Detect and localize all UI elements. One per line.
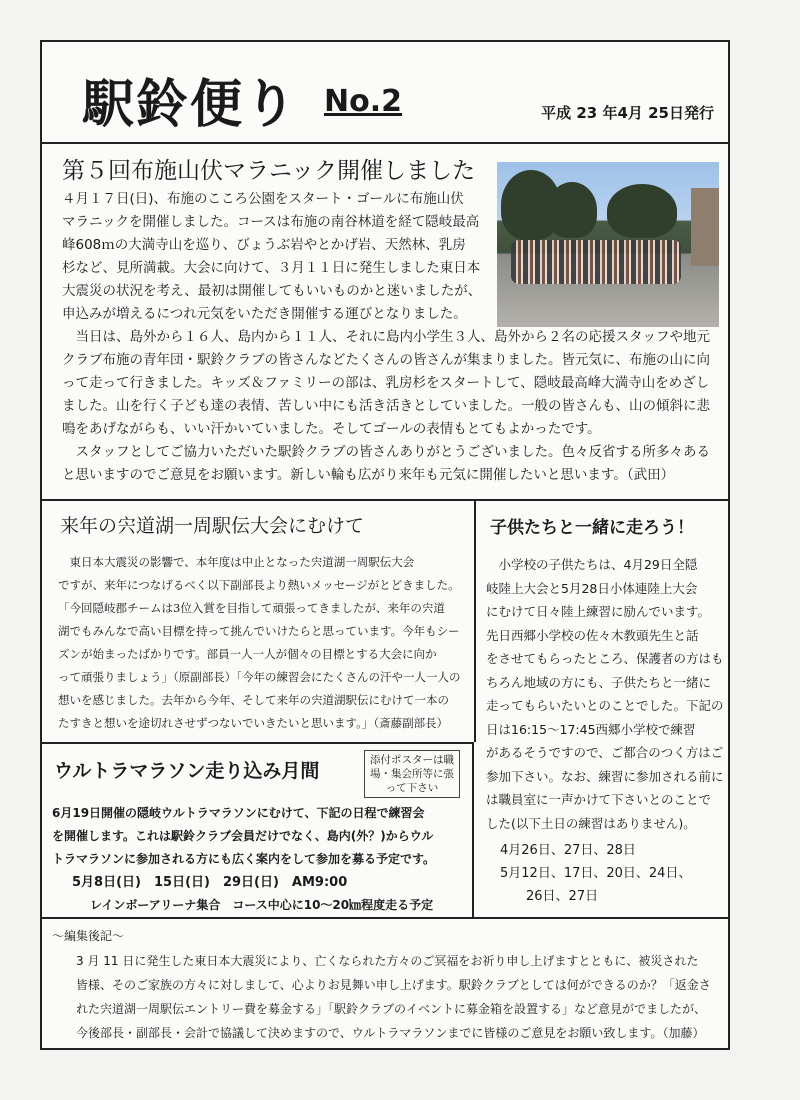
- kids-line: にむけて日々陸上練習に励んでいます。: [486, 604, 711, 619]
- ultra-body: [52, 802, 467, 871]
- kids-line: 小学校の子供たちは、4月29日全隠: [486, 557, 698, 572]
- ultra-section: [42, 742, 474, 917]
- photo-tree: [607, 184, 677, 238]
- marathon-line: 当日は、島外から１６人、島内から１１人、それに島内小学生３人、島外から２名の応援スタッフや地元: [62, 329, 710, 345]
- event-group-photo: [497, 162, 719, 327]
- kids-date-line: 26日、27日: [500, 889, 599, 904]
- editorial-line: 今後部長・副部長・会計で協議して決めますので、ウルトラマラソンまでに皆様のご意見をお願い致します。（加藤）: [76, 1026, 705, 1040]
- ultra-heading: ウルトラマラソン走り込み月間: [54, 760, 320, 782]
- editorial-body: [52, 949, 720, 1045]
- marathon-section: [42, 144, 728, 501]
- kids-line: 走ってもらいたいとのことでした。下記の: [486, 698, 724, 713]
- marathon-line: 杉など、見所満載。大会に向けて、３月１１日に発生しました東日本: [62, 260, 481, 276]
- kids-dates: [500, 839, 691, 908]
- kids-line: があるそうですので、ご都合のつく方はご: [486, 745, 724, 760]
- issue-date: 平成 23 年4月 25日発行: [541, 104, 714, 122]
- marathon-line: 峰608ｍの大満寺山を巡り、びょうぶ岩やとかげ岩、天然林、乳房: [62, 237, 466, 253]
- kids-line: をさせてもらったところ、保護者の方はも: [486, 651, 724, 666]
- marathon-line: 大震災の状況を考え、最初は開催してもいいものかと迷いましたが、: [62, 283, 482, 299]
- kids-line: 参加下さい。なお、練習に参加される前に: [486, 768, 724, 784]
- marathon-line: 申込みが増えるにつれ元気をいただき開催する運びとなりました。: [62, 306, 467, 322]
- kids-line: ちろん地域の方にも、子供たちと一緒に: [486, 674, 712, 690]
- editorial-line: れた宍道湖一周駅伝エントリー費を募金する」「駅鈴クラブのイベントに募金箱を設置する」など意見がでましたが、: [76, 1002, 707, 1016]
- kids-section: [476, 499, 728, 917]
- ekiden-line: 東日本大震災の影響で、本年度は中止となった宍道湖一周駅伝大会: [58, 555, 415, 569]
- kids-body: [486, 553, 724, 835]
- kids-line: 岐陸上大会と5月28日小体連陸上大会: [486, 580, 698, 596]
- marathon-line: って走って行きました。キッズ＆ファミリーの部は、乳房杉をスタートして、隠岐最高峰大満寺山をめざし: [62, 375, 710, 391]
- issue-number: No.2: [324, 84, 402, 119]
- kids-line: した(以下土日の練習はありません)。: [486, 815, 696, 831]
- ekiden-line: 「今回隠岐郡チームは3位入賞を目指して頑張ってきましたが、来年の宍道: [58, 601, 445, 615]
- ultra-schedule-detail: レインボーアリーナ集合 コース中心に10～20㎞程度走る予定: [90, 898, 434, 912]
- newsletter-title: 駅鈴便り: [82, 75, 299, 135]
- editorial-section: [42, 917, 728, 1050]
- kids-line: 先日西郷小学校の佐々木教頭先生と話: [486, 627, 699, 643]
- marathon-line: 鳴をあげながらも、いい汗かいていました。そしてゴールの表情もとてもよかったです。: [62, 421, 601, 437]
- marathon-line: スタッフとしてご協力いただいた駅鈴クラブの皆さんありがとうございました。色々反省する所多々ある: [62, 444, 710, 460]
- poster-note: 添付ポスターは職場・集会所等に張って下さい: [364, 750, 460, 798]
- kids-date-line: 4月26日、27日、28日: [500, 843, 636, 858]
- kids-line: は職員室に一声かけて下さいとのことで: [486, 792, 712, 807]
- marathon-line: マラニックを開催しました。コースは布施の南谷林道を経て隠岐最高: [62, 214, 480, 230]
- ekiden-heading: 来年の宍道湖一周駅伝大会にむけて: [60, 515, 365, 537]
- marathon-line: クラブ布施の青年団・駅鈴クラブの皆さんなどたくさんの皆さんが集まりました。皆元気に、布施の山に向: [62, 352, 710, 368]
- photo-crowd: [511, 240, 681, 284]
- marathon-line: ４月１７日(日)、布施のこころ公園をスタート・ゴールに布施山伏: [62, 191, 464, 207]
- photo-building: [691, 188, 719, 266]
- kids-line: 日は16:15～17:45西郷小学校で練習: [486, 721, 696, 737]
- ekiden-line: ですが、来年につなげるべく以下副部長より熱いメッセージがとどきました。: [58, 578, 460, 592]
- ultra-line: を開催します。これは駅鈴クラブ会員だけでなく、島内(外？)からウル: [52, 829, 434, 843]
- ultra-schedule: 5月8日(日) 15日(日) 29日(日) AM9:00: [72, 875, 348, 890]
- ultra-line: トラマラソンに参加される方にも広く案内をして参加を募る予定です。: [52, 852, 436, 866]
- ekiden-line: 湖でもみんなで高い目標を持って挑んでいけたらと思っています。今年もシー: [58, 624, 460, 638]
- ultra-line: 6月19日開催の隠岐ウルトラマラソンにむけて、下記の日程で練習会: [52, 806, 425, 820]
- ekiden-line: って頑張りましょう」（原副部長）「今年の練習会にたくさんの汗や一人一人の: [58, 670, 461, 684]
- ekiden-body: [58, 551, 463, 735]
- ekiden-line: たすきと想いを途切れさせずつないでいきたいと思います。」（斎藤副部長）: [58, 716, 449, 730]
- editorial-label: ～編集後記～: [52, 929, 125, 943]
- masthead: [42, 42, 728, 144]
- marathon-line: ました。山を行く子ども達の表情、苦しい中にも活き活きとしていました。一般の皆さんも、山の傾斜に悲: [62, 398, 710, 414]
- editorial-line: 3 月 11 日に発生した東日本大震災により、亡くなられた方々のご冥福をお祈り申し上げますとともに、被災された: [76, 954, 699, 968]
- ekiden-line: 想いを感じました。去年から今年、そして来年の宍道湖駅伝にむけて一本の: [58, 693, 449, 707]
- ekiden-line: ズンが始まったばかりです。部員一人一人が個々の目標とする大会に向か: [58, 647, 437, 661]
- kids-heading: 子供たちと一緒に走ろう！: [490, 518, 694, 538]
- editorial-line: 皆様、そのご家族の方々に対しまして、心よりお見舞い申し上げます。駅鈴クラブとしては何ができるのか？「返金さ: [76, 978, 711, 992]
- newsletter-page: [40, 40, 730, 1050]
- marathon-line: と思いますのでご意見をお願います。新しい輪も広がり来年も元気に開催したいと思います。（武田）: [62, 467, 675, 483]
- ekiden-section: [42, 499, 476, 742]
- marathon-heading: 第５回布施山伏マラニック開催しました: [62, 158, 476, 184]
- kids-date-line: 5月12日、17日、20日、24日、: [500, 866, 692, 881]
- photo-tree: [547, 182, 597, 238]
